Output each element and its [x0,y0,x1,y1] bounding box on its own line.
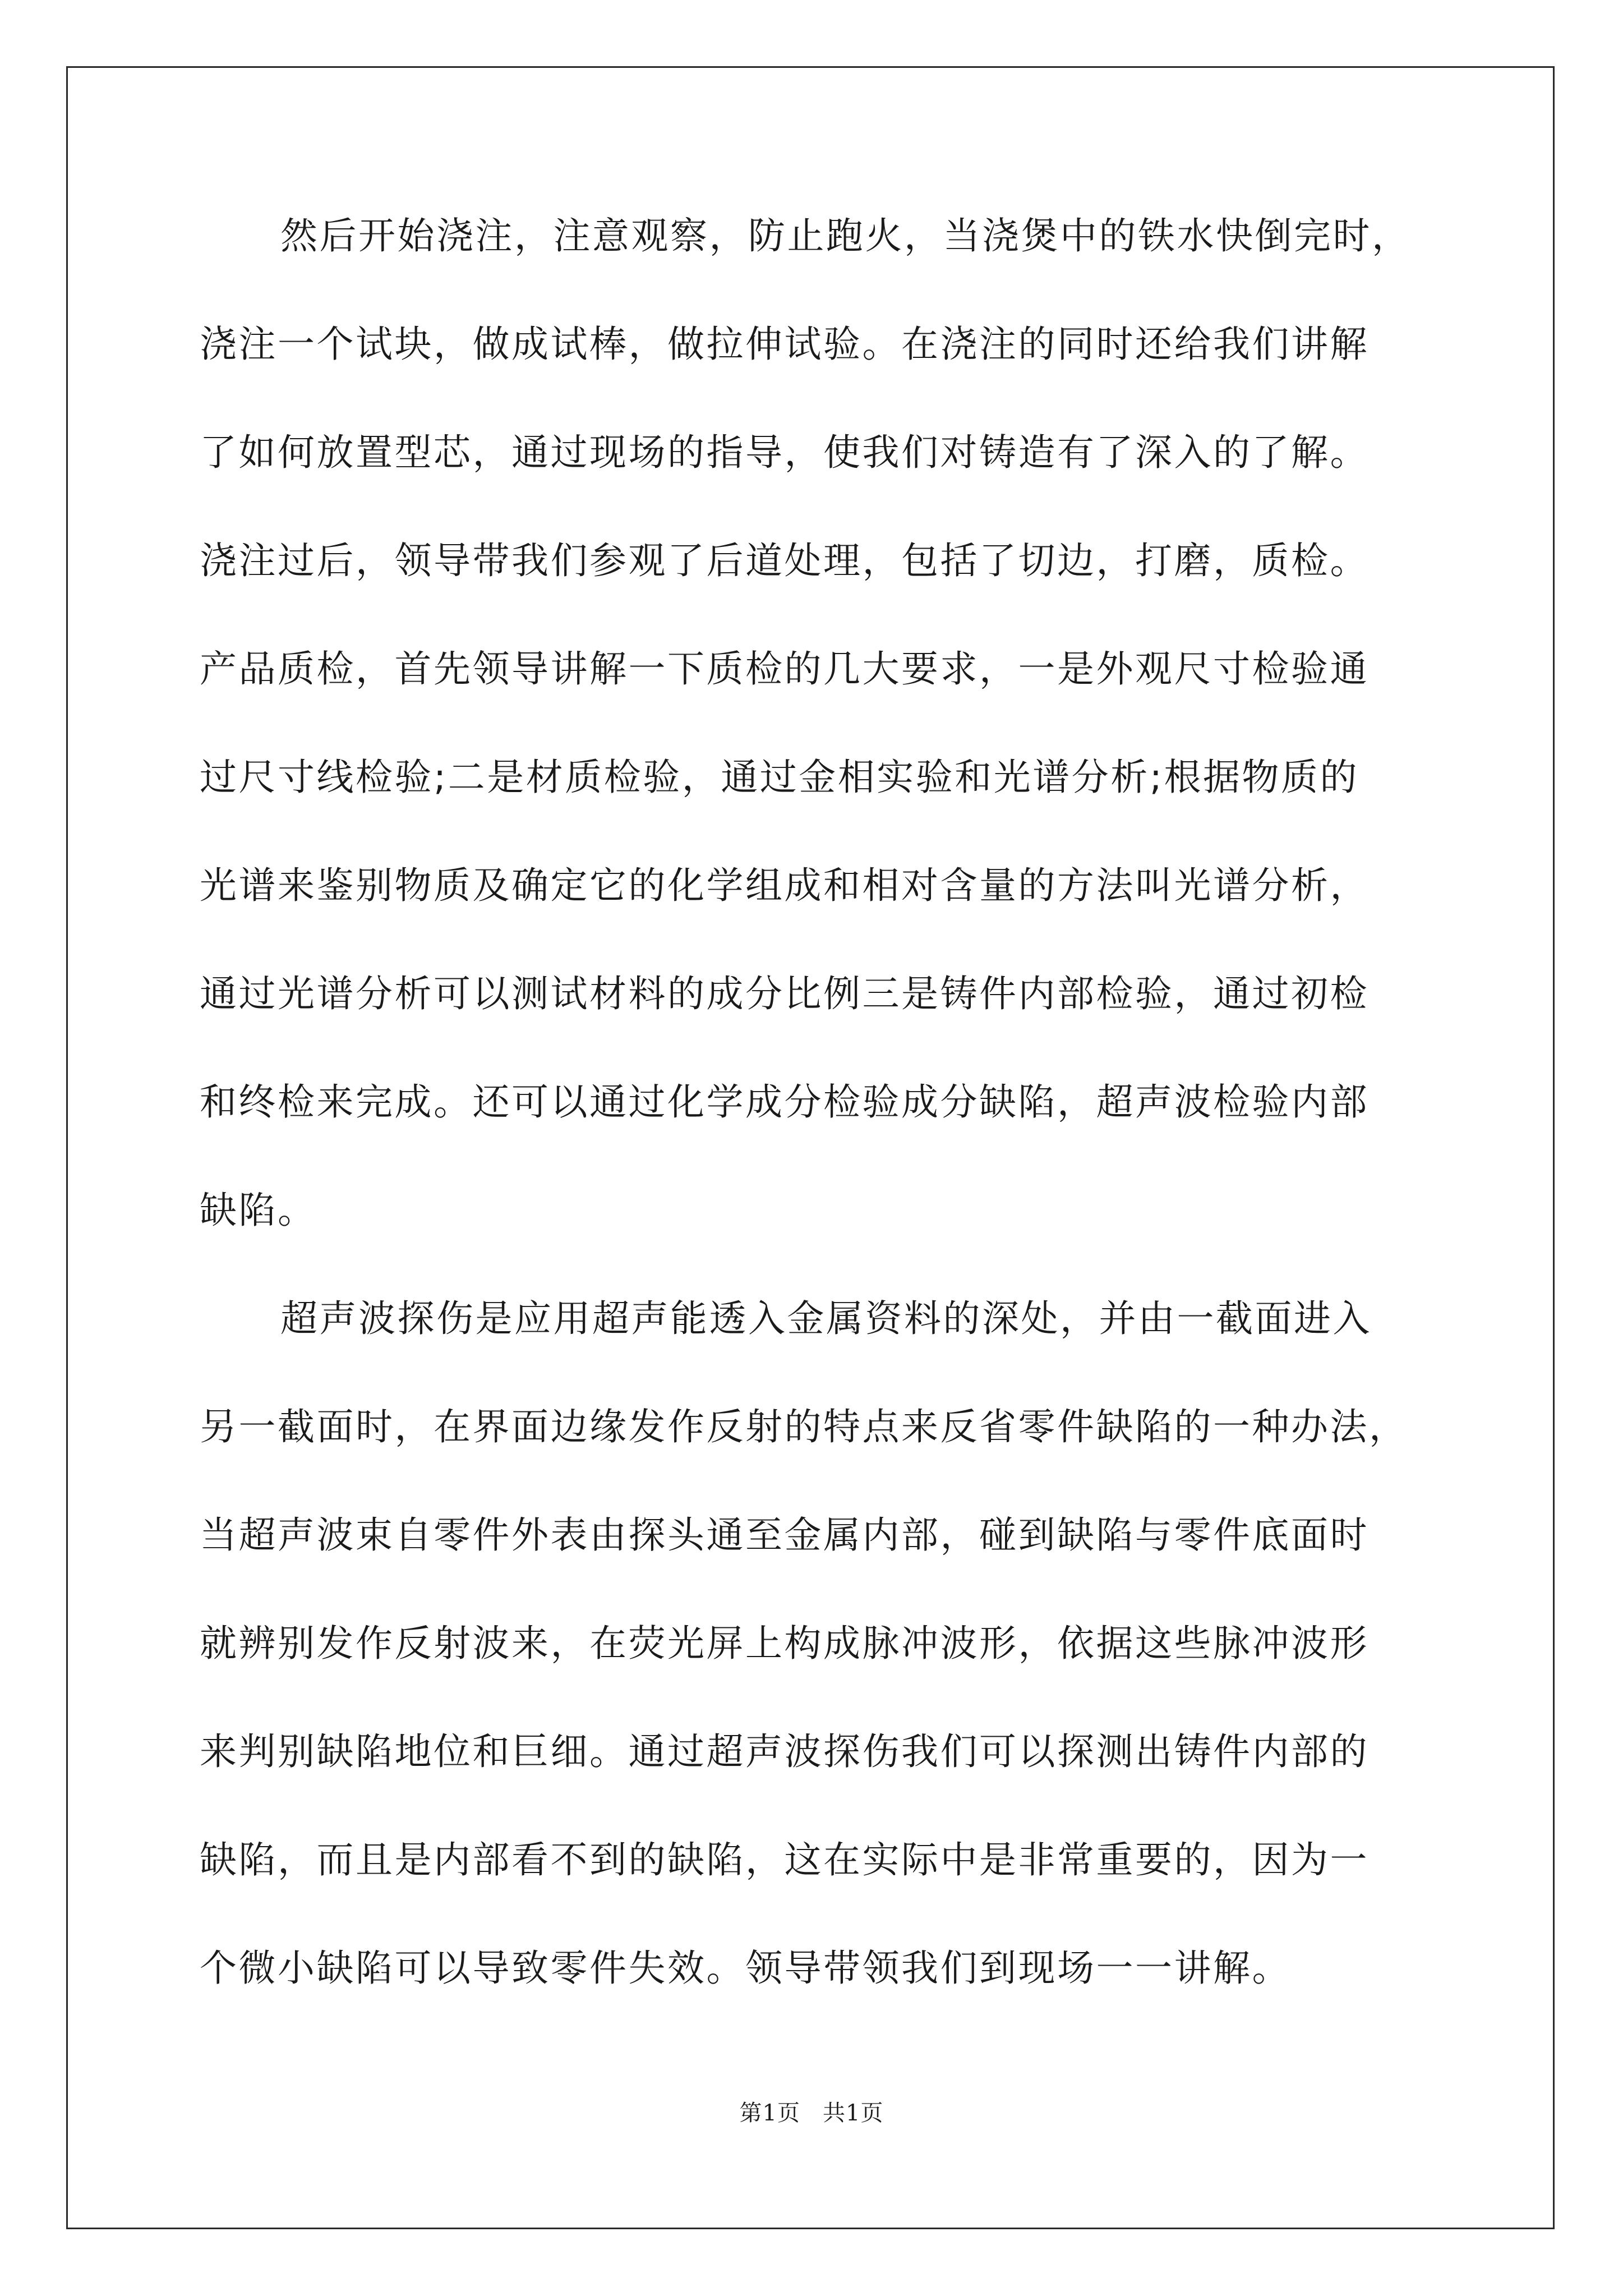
text-line: 光谱来鉴别物质及确定它的化学组成和相对含量的方法叫光谱分析， [200,864,1369,907]
text-line: 就辨别发作反射波来，在荧光屏上构成脉冲波形，依据这些脉冲波形 [200,1622,1369,1665]
text-line: 缺陷，而且是内部看不到的缺陷，这在实际中是非常重要的，因为一 [200,1838,1369,1881]
text-line: 浇注一个试块，做成试棒，做拉伸试验。在浇注的同时还给我们讲解 [200,323,1369,366]
text-line: 来判别缺陷地位和巨细。通过超声波探伤我们可以探测出铸件内部的 [200,1730,1369,1773]
text-line: 当超声波束自零件外表由探头通至金属内部，碰到缺陷与零件底面时 [200,1513,1369,1557]
text-line: 过尺寸线检验;二是材质检验，通过金相实验和光谱分析;根据物质的 [200,756,1359,799]
text-line: 产品质检，首先领导讲解一下质检的几大要求，一是外观尺寸检验通 [200,647,1369,691]
paragraph-2 [200,1297,1433,2058]
text-line: 浇注过后，领导带我们参观了后道处理，包括了切边，打磨，质检。 [200,539,1369,582]
page-footer [0,2095,1623,2127]
text-line: 了如何放置型芯，通过现场的指导，使我们对铸造有了深入的了解。 [200,431,1369,474]
paragraph-1 [200,214,1433,1300]
text-line: 然后开始浇注，注意观察，防止跑火，当浇煲中的铁水快倒完时， [280,214,1411,257]
page-total: 共1页 [823,2100,884,2126]
document-body [200,214,1433,2058]
text-line: 和终检来完成。还可以通过化学成分检验成分缺陷，超声波检验内部 [200,1080,1369,1124]
text-line: 超声波探伤是应用超声能透入金属资料的深处，并由一截面进入 [280,1297,1372,1340]
text-line: 缺陷。 [200,1189,317,1232]
page-number: 第1页 [739,2100,800,2126]
text-line: 另一截面时，在界面边缘发作反射的特点来反省零件缺陷的一种办法， [200,1405,1408,1448]
text-line: 个微小缺陷可以导致零件失效。领导带领我们到现场一一讲解。 [200,1947,1291,1990]
text-line: 通过光谱分析可以测试材料的成分比例三是铸件内部检验，通过初检 [200,972,1369,1015]
